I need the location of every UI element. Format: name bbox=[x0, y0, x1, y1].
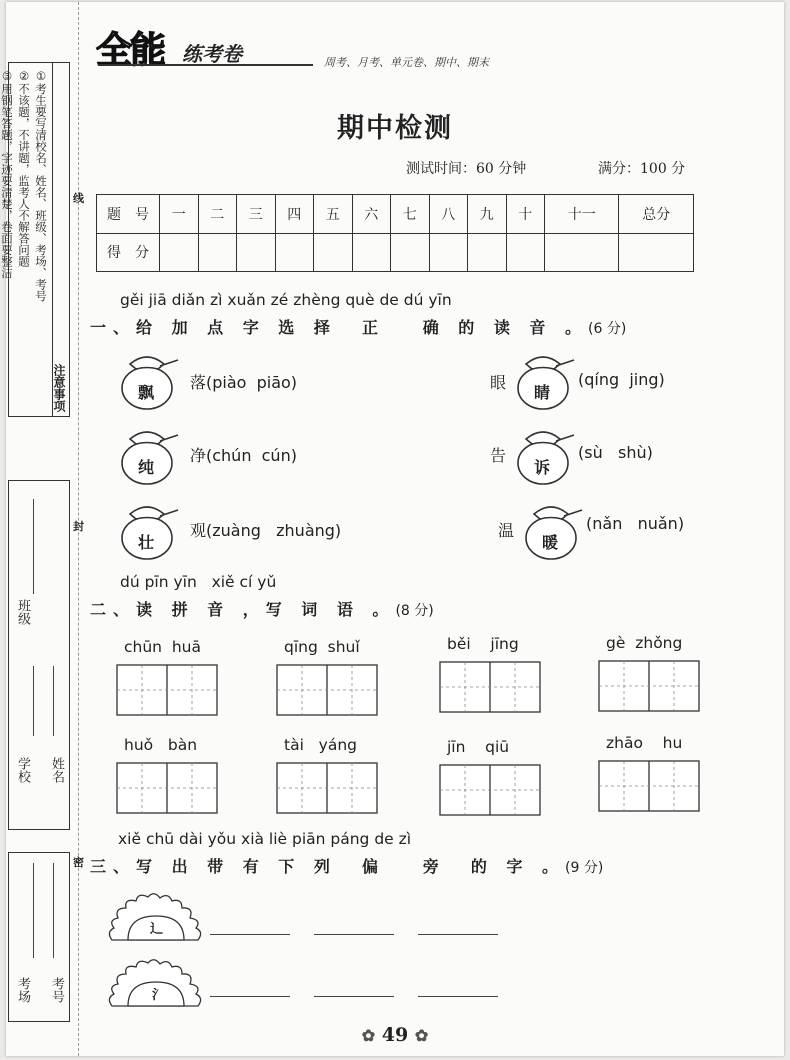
writing-grid[interactable] bbox=[598, 760, 700, 812]
q1-item-text: 净(chún cún) bbox=[190, 446, 297, 465]
score-cell[interactable] bbox=[198, 233, 237, 272]
grid-pinyin: běi jīng bbox=[447, 635, 519, 653]
q1-item bbox=[498, 498, 758, 558]
room-label: 考场 bbox=[15, 977, 30, 1003]
radical-char: 辶 bbox=[150, 922, 164, 937]
grid-pinyin: tài yáng bbox=[284, 736, 357, 754]
col-header: 四 bbox=[275, 195, 314, 234]
answer-line[interactable] bbox=[210, 996, 290, 997]
col-header: 一 bbox=[160, 195, 199, 234]
school-line bbox=[33, 666, 34, 736]
grid-pinyin: jīn qiū bbox=[447, 738, 510, 756]
score-cell[interactable] bbox=[468, 233, 507, 272]
brand-logo: 全能 bbox=[96, 30, 165, 71]
bag-char: 睛 bbox=[534, 383, 551, 402]
writing-grid[interactable] bbox=[116, 762, 218, 814]
answer-line[interactable] bbox=[418, 934, 498, 935]
q1-item bbox=[114, 348, 434, 408]
flower-ornament-icon: ✿ bbox=[361, 1026, 376, 1045]
score-label: 得 分 bbox=[97, 233, 160, 272]
test-time: 测试时间：60 分钟 bbox=[406, 161, 527, 177]
score-table-header-row bbox=[97, 195, 694, 234]
q3-heading bbox=[90, 854, 603, 877]
radical-row bbox=[106, 958, 526, 1008]
score-cell[interactable] bbox=[275, 233, 314, 272]
q3-heading-text: 三、写 出 带 有 下 列 偏 旁 的 字 。 bbox=[90, 857, 565, 876]
brand-tags: 周考、月考、单元卷、期中、期末 bbox=[324, 56, 489, 69]
grid-pinyin: zhāo hu bbox=[606, 734, 683, 752]
brand-underline bbox=[98, 64, 313, 66]
q1-item-text: (qíng jing) bbox=[578, 370, 665, 389]
class-label: 班级 bbox=[15, 599, 30, 625]
writing-grid[interactable] bbox=[439, 661, 541, 713]
q1-item-pre: 温 bbox=[498, 521, 515, 540]
bag-char: 诉 bbox=[534, 458, 551, 477]
school-label: 学校 bbox=[15, 757, 30, 783]
note-1: ①考生要写清校名、姓名、班级、考场、考号 bbox=[34, 69, 48, 302]
writing-grid[interactable] bbox=[598, 660, 700, 712]
name-label: 姓名 bbox=[49, 757, 64, 783]
col-header: 总分 bbox=[619, 195, 694, 234]
student-info-box bbox=[8, 480, 70, 830]
row-header: 题 号 bbox=[97, 195, 160, 234]
binding-strip bbox=[0, 2, 84, 1056]
seal-close-char: 密 bbox=[73, 856, 84, 869]
col-header: 九 bbox=[468, 195, 507, 234]
page-number bbox=[6, 1024, 784, 1046]
answer-line[interactable] bbox=[210, 934, 290, 935]
room-line bbox=[33, 863, 34, 958]
answer-line[interactable] bbox=[418, 996, 498, 997]
note-2: ②不该题，不讲题，监考人不解答问题 bbox=[17, 69, 31, 267]
notes-title: 注意事项 bbox=[52, 364, 66, 412]
col-header: 十 bbox=[506, 195, 545, 234]
writing-grid[interactable] bbox=[276, 762, 378, 814]
score-cell[interactable] bbox=[391, 233, 430, 272]
bag-char: 飘 bbox=[138, 383, 155, 402]
q3-pinyin: xiě chū dài yǒu xià liè piān páng de zì bbox=[118, 830, 412, 848]
bag-char: 纯 bbox=[138, 458, 155, 477]
score-cell[interactable] bbox=[545, 233, 619, 272]
col-header: 六 bbox=[352, 195, 391, 234]
full-score: 满分：100 分 bbox=[598, 161, 686, 177]
q3-score: (9 分) bbox=[565, 860, 604, 876]
score-table-score-row bbox=[97, 233, 694, 272]
score-cell[interactable] bbox=[429, 233, 468, 272]
col-header: 三 bbox=[237, 195, 276, 234]
q2-score: (8 分) bbox=[395, 603, 434, 619]
seal-seal-char: 封 bbox=[73, 520, 84, 533]
q1-item-pre: 告 bbox=[490, 446, 507, 465]
exam-page bbox=[0, 2, 784, 1056]
col-header: 二 bbox=[198, 195, 237, 234]
radical-row bbox=[106, 892, 526, 942]
q1-item bbox=[490, 348, 750, 408]
q2-pinyin: dú pīn yīn xiě cí yǔ bbox=[120, 573, 277, 591]
col-header: 五 bbox=[314, 195, 353, 234]
score-cell[interactable] bbox=[160, 233, 199, 272]
q1-item-pre: 眼 bbox=[490, 373, 507, 392]
page-number-text: 49 bbox=[381, 1024, 409, 1046]
answer-line[interactable] bbox=[314, 934, 394, 935]
q1-item bbox=[114, 498, 434, 558]
q1-pinyin: gěi jiā diǎn zì xuǎn zé zhèng què de dú yīn bbox=[120, 291, 452, 309]
flower-ornament-icon: ✿ bbox=[414, 1026, 429, 1045]
q1-item-text: (sù shù) bbox=[578, 443, 653, 462]
q1-item-text: 观(zuàng zhuàng) bbox=[190, 521, 342, 540]
q1-item bbox=[490, 423, 750, 483]
score-cell[interactable] bbox=[506, 233, 545, 272]
bag-char: 壮 bbox=[138, 533, 155, 552]
seal-line-char: 线 bbox=[73, 192, 84, 205]
score-cell[interactable] bbox=[619, 233, 694, 272]
q2-heading bbox=[90, 597, 434, 620]
score-cell[interactable] bbox=[237, 233, 276, 272]
grid-pinyin: chūn huā bbox=[124, 638, 201, 656]
grid-pinyin: qīng shuǐ bbox=[284, 638, 360, 656]
writing-grid[interactable] bbox=[276, 664, 378, 716]
grid-pinyin: huǒ bàn bbox=[124, 736, 198, 754]
q1-score: (6 分) bbox=[588, 321, 627, 337]
q1-heading-text: 一、给 加 点 字 选 择 正 确 的 读 音 。 bbox=[90, 318, 588, 337]
radical-char: 氵 bbox=[152, 988, 166, 1003]
note-3: ③用钢笔答题，字迹要清楚，卷面要整洁 bbox=[0, 69, 14, 279]
q1-item-text: (nǎn nuǎn) bbox=[586, 514, 685, 533]
writing-grid[interactable] bbox=[439, 764, 541, 816]
bag-char: 暖 bbox=[542, 533, 559, 552]
grid-pinyin: gè zhǒng bbox=[606, 634, 683, 652]
name-line bbox=[53, 666, 54, 736]
col-header: 十一 bbox=[545, 195, 619, 234]
brand-subtitle: 练考卷 bbox=[182, 42, 242, 66]
score-cell[interactable] bbox=[352, 233, 391, 272]
class-line bbox=[33, 499, 34, 594]
score-cell[interactable] bbox=[314, 233, 353, 272]
number-label: 考号 bbox=[49, 977, 64, 1003]
q1-item bbox=[114, 423, 434, 483]
score-table bbox=[96, 194, 694, 272]
q1-heading bbox=[90, 315, 626, 338]
page-title: 期中检测 bbox=[337, 113, 453, 144]
col-header: 七 bbox=[391, 195, 430, 234]
exam-info-box bbox=[8, 852, 70, 1022]
q1-item-text: 落(piào piāo) bbox=[190, 373, 298, 392]
q2-heading-text: 二、读 拼 音 ，写 词 语 。 bbox=[90, 600, 396, 619]
col-header: 八 bbox=[429, 195, 468, 234]
writing-grid[interactable] bbox=[116, 664, 218, 716]
number-line bbox=[53, 863, 54, 958]
answer-line[interactable] bbox=[314, 996, 394, 997]
